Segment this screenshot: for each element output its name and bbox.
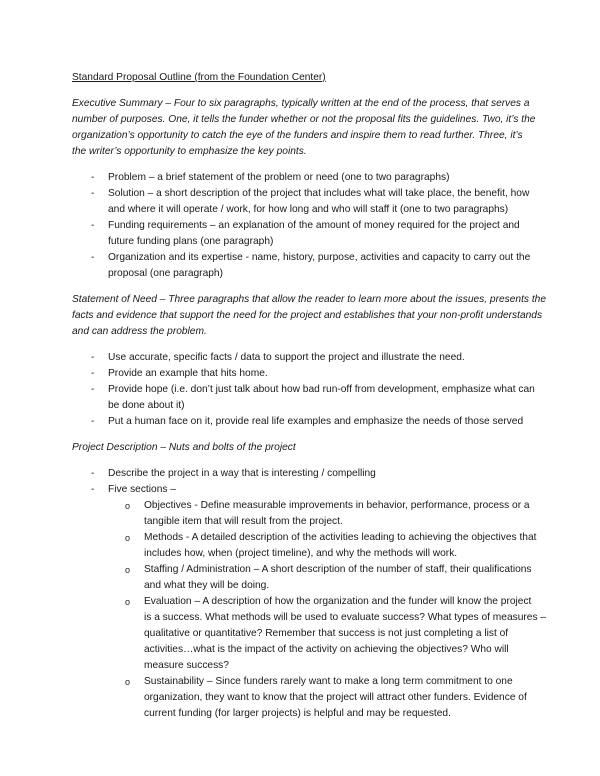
text-line: number of purposes. One, it tells the funder whether or not the proposal fits the guidelines. Two, it’s the	[72, 114, 536, 125]
dash-bullet: -	[91, 188, 95, 199]
list-item-text: Provide hope (i.e. don’t just talk about how bad run-off from development, emphasize what can	[108, 384, 535, 395]
circle-bullet: o	[125, 533, 131, 543]
dash-bullet: -	[91, 352, 95, 363]
circle-bullet: o	[125, 501, 131, 511]
text-line: the writer’s opportunity to emphasize the key points.	[72, 146, 307, 157]
dash-bullet: -	[91, 172, 95, 183]
text-line: and can address the problem.	[72, 326, 207, 337]
list-item-text: Sustainability – Since funders rarely want to make a long term commitment to one	[144, 676, 513, 687]
list-item-text: Put a human face on it, provide real life examples and emphasize the needs of those served	[108, 416, 524, 427]
list-item-text: organization, they want to know that the project will attract other funders. Evidence of	[144, 692, 527, 703]
list-item-text: be done about it)	[108, 400, 185, 411]
dash-bullet: -	[91, 368, 95, 379]
dash-bullet: -	[91, 384, 95, 395]
list-item-text: Use accurate, specific facts / data to support the project and illustrate the need.	[108, 352, 465, 363]
list-item-text: Organization and its expertise - name, history, purpose, activities and capacity to carry out the	[108, 252, 531, 263]
dash-bullet: -	[91, 220, 95, 231]
list-item-text: Provide an example that hits home.	[108, 368, 268, 379]
list-item-text: tangible item that will result from the project.	[144, 516, 343, 527]
page-title: Standard Proposal Outline (from the Foundation Center)	[72, 72, 326, 83]
circle-bullet: o	[125, 565, 131, 575]
project-description-heading: Project Description – Nuts and bolts of the project	[72, 442, 296, 453]
dash-bullet: -	[91, 416, 95, 427]
list-item-text: qualitative or quantitative? Remember that success is not just completing a list of	[144, 628, 509, 639]
list-item-text: current funding (for larger projects) is helpful and may be requested.	[144, 708, 451, 719]
list-item-text: Solution – a short description of the project that includes what will take place, the benefit, how	[108, 188, 530, 199]
list-item-text: Objectives - Define measurable improvements in behavior, performance, process or a	[144, 500, 530, 511]
list-item-text: Five sections –	[108, 484, 176, 495]
list-item-text: includes how, when (project timeline), and why the methods will work.	[144, 548, 458, 559]
list-item-text: and where it will operate / work, for how long and who will staff it (one to two paragraphs)	[108, 204, 509, 215]
list-item-text: measure success?	[144, 660, 229, 671]
text-line: Statement of Need – Three paragraphs that allow the reader to learn more about the issues, presents the	[72, 294, 546, 305]
list-item-text: Describe the project in a way that is interesting / compelling	[108, 468, 376, 479]
list-item-text: future funding plans (one paragraph)	[108, 236, 274, 247]
dash-bullet: -	[91, 468, 95, 479]
list-item-text: Problem – a brief statement of the problem or need (one to two paragraphs)	[108, 172, 450, 183]
list-item-text: and what they will be doing.	[144, 580, 270, 591]
list-item-text: Funding requirements – an explanation of the amount of money required for the project and	[108, 220, 520, 231]
text-line: facts and evidence that support the need for the project and establishes that your non-profit understands	[72, 310, 543, 321]
list-item-text: proposal (one paragraph)	[108, 268, 223, 279]
dash-bullet: -	[91, 252, 95, 263]
text-line: organization’s opportunity to catch the eye of the funders and inspire them to read further. Three, it’s	[72, 130, 523, 141]
text-line: Executive Summary – Four to six paragraphs, typically written at the end of the process, that serves a	[72, 98, 530, 109]
dash-bullet: -	[91, 484, 95, 495]
list-item-text: Evaluation – A description of how the organization and the funder will know the project	[144, 596, 532, 607]
list-item-text: is a success. What methods will be used to evaluate success? What types of measures –	[144, 612, 547, 623]
circle-bullet: o	[125, 677, 131, 687]
circle-bullet: o	[125, 597, 131, 607]
list-item-text: Methods - A detailed description of the activities leading to achieving the objectives that	[144, 532, 537, 543]
list-item-text: Staffing / Administration – A short description of the number of staff, their qualifications	[144, 564, 532, 575]
list-item-text: activities…what is the impact of the activity on achieving the objectives? Who will	[144, 644, 509, 655]
